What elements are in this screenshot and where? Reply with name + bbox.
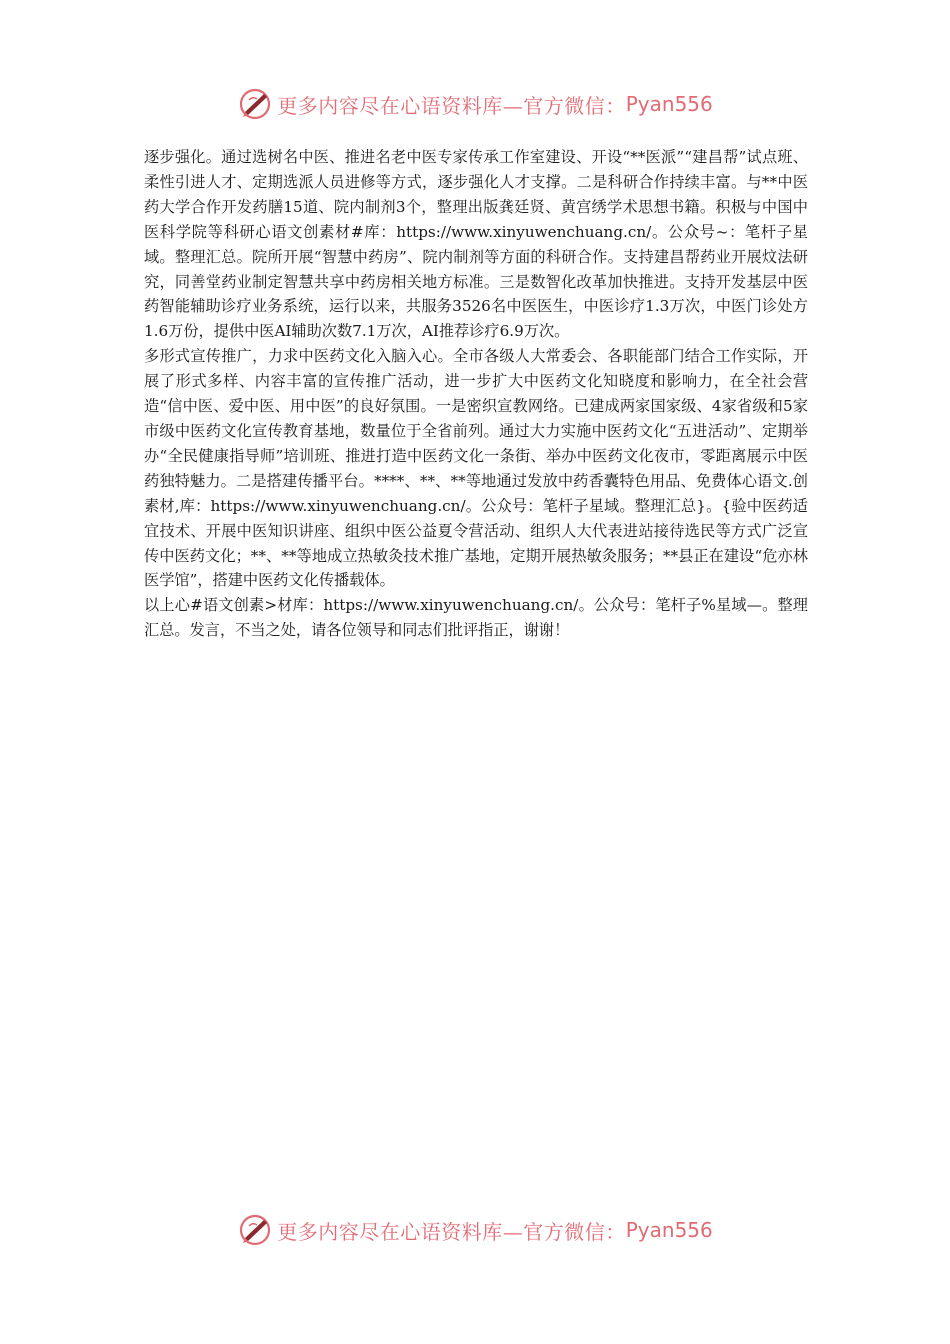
footer-banner (0, 1208, 950, 1252)
pen-logo-icon (237, 1212, 273, 1248)
paragraph: 逐步强化。通过选树名中医、推进名老中医专家传承工作室建设、开设“**医派”“建昌帮”试点班、柔性引进人才、定期选派人员进修等方式，逐步强化人才支撑。二是科研合作持续丰富。与**中医药大学合作开发药膳15道、院内制剂3个，整理出版龚廷贤、黄宫绣学术思想书籍。积极与中国中医科学院等科研心语文创素材#库：https://www.xinyuwenchuang.cn/。公众号~：笔杆子星域。整理汇总。院所开展“智慧中药房”、院内制剂等方面的科研合作。支持建昌帮药业开展炆法研究，同善堂药业制定智慧共享中药房相关地方标准。三是数智化改革加快推进。支持开发基层中医药智能辅助诊疗业务系统，运行以来，共服务3526名中医医生，中医诊疗1.3万次，中医门诊处方1.6万份，提供中医AI辅助次数7.1万次，AI推荐诊疗6.9万次。 (144, 148, 808, 341)
pen-logo-icon (237, 86, 273, 122)
document-body (144, 145, 808, 643)
wechat-id: Pyan556 (625, 1218, 713, 1242)
wechat-id: Pyan556 (625, 92, 713, 116)
banner-text: 更多内容尽在心语资料库—官方微信： (277, 1219, 626, 1244)
paragraph: 多形式宣传推广，力求中医药文化入脑入心。全市各级人大常委会、各职能部门结合工作实际，开展了形式多样、内容丰富的宣传推广活动，进一步扩大中医药文化知晓度和影响力，在全社会营造“信中医、爱中医、用中医”的良好氛围。一是密织宣教网络。已建成两家国家级、4家省级和5家市级中医药文化宣传教育基地，数量位于全省前列。通过大力实施中医药文化“五进活动”、定期举办“全民健康指导师”培训班、推进打造中医药文化一条街、举办中医药文化夜市，零距离展示中医药独特魅力。二是搭建传播平台。****、**、**等地通过发放中药香囊特色用品、免费体心语文.创素材,库：https://www.xinyuwenchuang.cn/。公众号：笔杆子星域。整理汇总}。{验中医药适宜技术、开展中医知识讲座、组织中医公益夏令营活动、组织人大代表进站接待选民等方式广泛宣传中医药文化；**、**等地成立热敏灸技术推广基地，定期开展热敏灸服务；**县正在建设“危亦林医学馆”，搭建中医药文化传播载体。 (144, 347, 808, 590)
paragraph: 以上心#语文创素>材库：https://www.xinyuwenchuang.cn/。公众号：笔杆子%星域—。整理汇总。发言，不当之处，请各位领导和同志们批评指正，谢谢！ (144, 596, 808, 640)
header-banner (0, 82, 950, 126)
banner-text: 更多内容尽在心语资料库—官方微信： (277, 93, 626, 118)
